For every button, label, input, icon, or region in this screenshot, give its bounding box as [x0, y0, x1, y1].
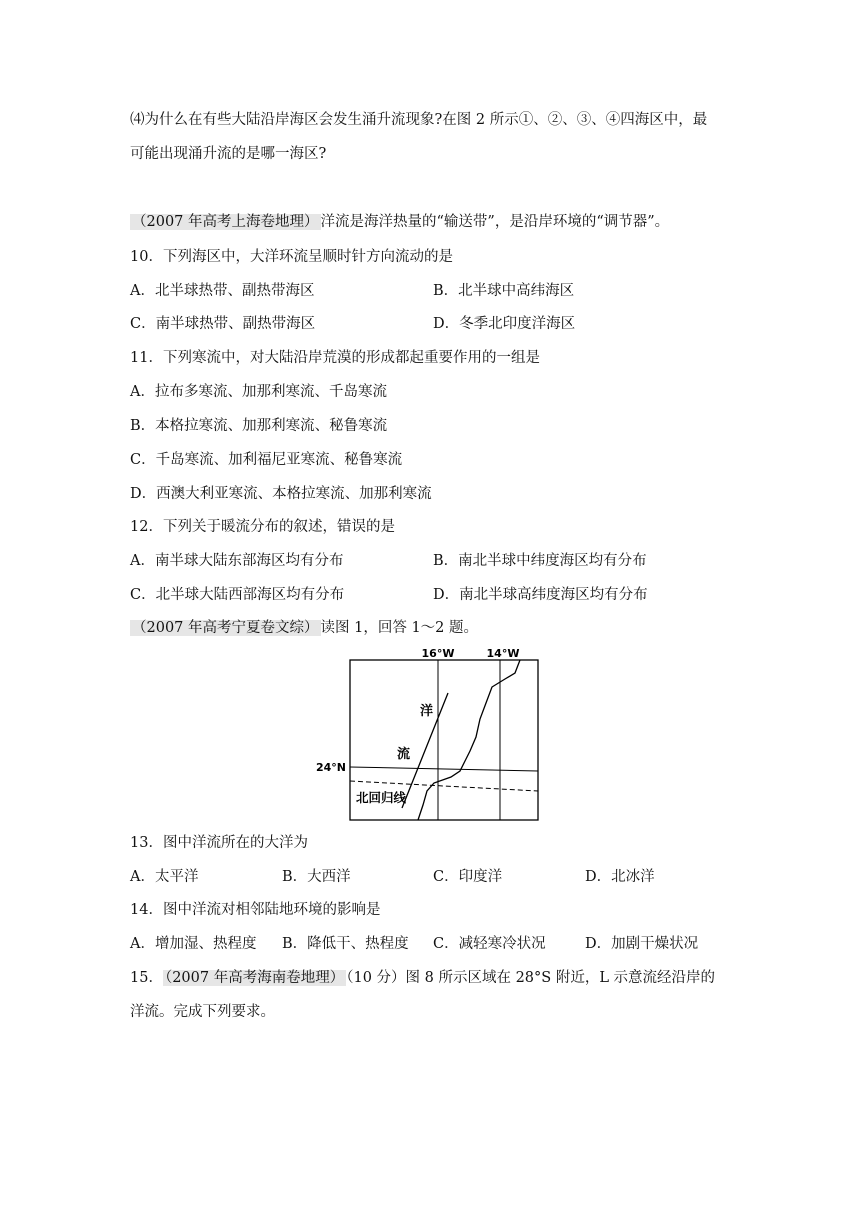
q15-line1 [130, 968, 715, 988]
q14-stem: 14．图中洋流对相邻陆地环境的影响是 [130, 902, 381, 918]
q11-option-c: C．千岛寒流、加利福尼亚寒流、秘鲁寒流 [130, 452, 403, 468]
q14-option-d: D．加剧干燥状况 [585, 936, 699, 952]
q12-options-row2 [130, 585, 730, 605]
q12-option-d: D．南北半球高纬度海区均有分布 [433, 587, 648, 603]
q12-stem: 12．下列关于暖流分布的叙述，错误的是 [130, 519, 395, 535]
current-label-char2: 流 [397, 747, 411, 762]
current-label-char1: 洋 [420, 704, 434, 719]
q9-part4-line1: ⑷为什么在有些大陆沿岸海区会发生涌升流现象?在图 2 所示①、②、③、④四海区中，最 [130, 112, 708, 128]
q10-options-row2 [130, 314, 730, 334]
lon-label-14w: 14°W [486, 647, 520, 660]
q13-stem: 13．图中洋流所在的大洋为 [130, 835, 308, 851]
parallel-24n [350, 767, 538, 771]
q13-option-c: C．印度洋 [433, 869, 503, 885]
q10-option-b: B．北半球中高纬海区 [433, 283, 575, 299]
q15-text: （10 分）图 8 所示区域在 28°S 附近，L 示意流经沿岸的 [346, 970, 716, 986]
lon-label-16w: 16°W [421, 647, 455, 660]
q12-options-row1 [130, 551, 730, 571]
source-tag: （2007 年高考海南卷地理） [164, 970, 345, 986]
q13-option-a: A．太平洋 [130, 869, 199, 885]
intro-shanghai [130, 212, 669, 232]
source-tag: （2007 年高考上海卷地理） [132, 214, 319, 230]
q10-option-a: A．北半球热带、副热带海区 [130, 283, 315, 299]
q11-option-d: D．西澳大利亚寒流、本格拉寒流、加那利寒流 [130, 486, 432, 502]
q11-option-b: B．本格拉寒流、加那利寒流、秘鲁寒流 [130, 418, 388, 434]
coastline [418, 660, 520, 820]
q9-part4-line2: 可能出现涌升流的是哪一海区? [130, 146, 327, 162]
intro-ningxia [130, 618, 478, 638]
q11-option-a: A．拉布多寒流、加那利寒流、千岛寒流 [130, 384, 387, 400]
q10-option-d: D．冬季北印度洋海区 [433, 316, 576, 332]
q12-option-a: A．南半球大陆东部海区均有分布 [130, 553, 344, 569]
q13-option-d: D．北冰洋 [585, 869, 655, 885]
intro-text: 读图 1，回答 1～2 题。 [320, 620, 479, 636]
q14-option-c: C．减轻寒冷状况 [433, 936, 546, 952]
q15-line2: 洋流。完成下列要求。 [130, 1004, 275, 1020]
q14-option-b: B．降低干、热程度 [282, 936, 409, 952]
q12-option-b: B．南北半球中纬度海区均有分布 [433, 553, 647, 569]
q15-number: 15． [130, 970, 163, 986]
q13-option-b: B．大西洋 [282, 869, 351, 885]
q10-option-c: C．南半球热带、副热带海区 [130, 316, 316, 332]
q10-options-row1 [130, 281, 730, 301]
lat-label-24n: 24°N [315, 761, 346, 774]
source-tag: （2007 年高考宁夏卷文综） [132, 620, 319, 636]
intro-text: 洋流是海洋热量的“输送带”，是沿岸环境的“调节器”。 [320, 214, 670, 230]
ocean-current-map [310, 645, 550, 825]
q11-stem: 11．下列寒流中，对大陆沿岸荒漠的形成都起重要作用的一组是 [130, 350, 540, 366]
tropic-label: 北回归线 [356, 790, 407, 805]
q12-option-c: C．北半球大陆西部海区均有分布 [130, 587, 345, 603]
q10-stem: 10．下列海区中，大洋环流呈顺时针方向流动的是 [130, 249, 453, 265]
q14-option-a: A．增加湿、热程度 [130, 936, 257, 952]
